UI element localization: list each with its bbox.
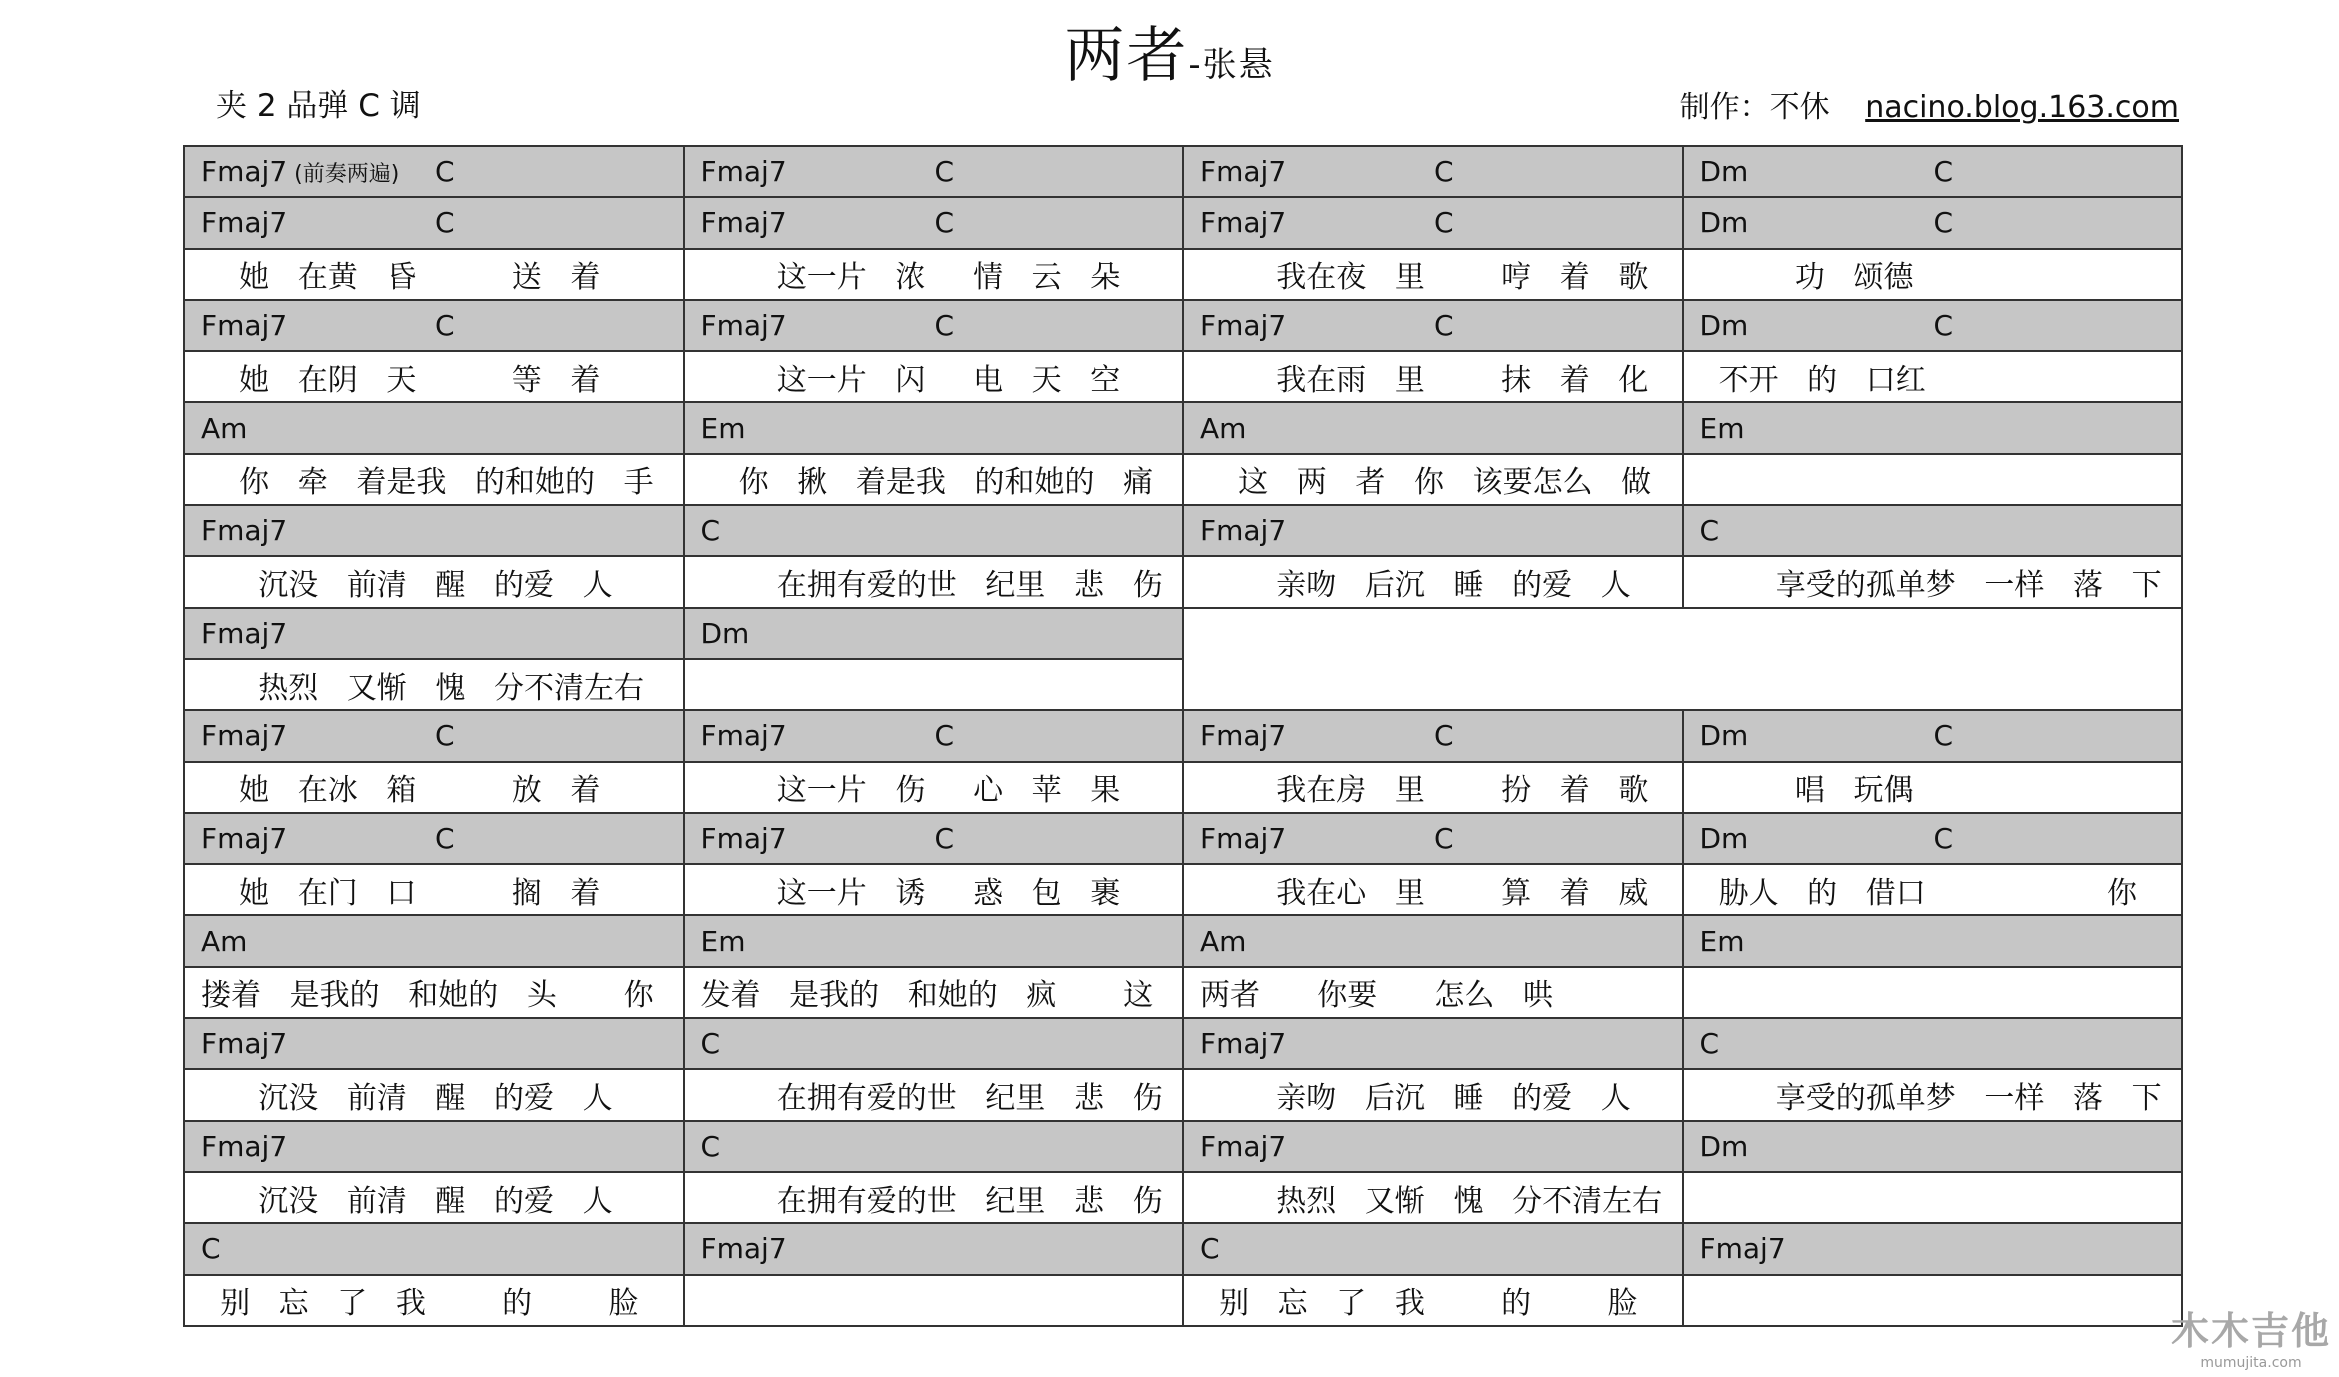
lyric-text: 搂着 是我的 和她的 头 你 bbox=[201, 978, 654, 1014]
lyric-cell bbox=[685, 455, 1185, 506]
credit-label: 制作：不休 bbox=[1679, 90, 1830, 125]
lyric-text: 这一片 浓 情 云 朵 bbox=[700, 260, 1121, 296]
chord-line bbox=[685, 719, 1183, 752]
empty-lyric-cell bbox=[1684, 1276, 2184, 1327]
chord-cell bbox=[1184, 711, 1684, 762]
lyric-cell bbox=[1684, 1070, 2184, 1121]
chord-name-second: C bbox=[435, 155, 455, 189]
chord-line bbox=[1184, 514, 1286, 547]
chord-note: (前奏两遍) bbox=[287, 162, 400, 188]
chord-row bbox=[185, 147, 2183, 198]
lyric-text: 你 牵 着是我 的和她的 手 bbox=[201, 465, 654, 501]
chord-name-second: C bbox=[435, 206, 455, 240]
lyric-text: 别 忘 了 我 的 脸 bbox=[1200, 1286, 1638, 1322]
chord-line bbox=[1184, 719, 1682, 752]
lyric-text: 我在房 里 扮 着 歌 bbox=[1200, 773, 1649, 809]
empty-merged-cell bbox=[1184, 609, 2183, 660]
chord-line bbox=[185, 155, 683, 188]
lyric-cell bbox=[685, 763, 1185, 814]
lyric-cell bbox=[1684, 865, 2184, 916]
chord-cell bbox=[1184, 1224, 1684, 1275]
chord-line bbox=[1684, 1130, 1749, 1163]
chord-name: Dm bbox=[1699, 719, 1749, 753]
chord-cell bbox=[685, 403, 1185, 454]
chord-name: Fmaj7 bbox=[1200, 309, 1287, 343]
chord-name: Am bbox=[201, 411, 248, 445]
chord-name: Fmaj7 bbox=[201, 514, 288, 548]
chord-line bbox=[685, 617, 750, 650]
chord-name-second: C bbox=[934, 309, 955, 343]
chord-name: Fmaj7 bbox=[700, 206, 787, 240]
chord-name-second: C bbox=[1933, 309, 1954, 343]
chord-name: Fmaj7 bbox=[201, 155, 288, 189]
chord-name: C bbox=[1699, 1027, 1720, 1061]
chord-name: Dm bbox=[1699, 822, 1749, 855]
chord-name: Fmaj7 bbox=[1200, 155, 1287, 189]
chord-cell bbox=[1684, 1224, 2184, 1275]
chord-name: Fmaj7 bbox=[1699, 1232, 1786, 1266]
chord-cell bbox=[1184, 506, 1684, 557]
chord-line bbox=[685, 309, 1183, 342]
chord-name: Am bbox=[201, 924, 248, 958]
lyric-cell bbox=[185, 250, 685, 301]
chord-cell bbox=[1184, 198, 1684, 249]
chord-row bbox=[185, 1224, 2183, 1275]
lyric-text: 你 揪 着是我 的和她的 痛 bbox=[700, 465, 1154, 501]
chord-line bbox=[1684, 719, 2182, 752]
chord-name: Dm bbox=[1699, 155, 1749, 189]
chord-line bbox=[185, 719, 683, 752]
chord-name-second: C bbox=[1434, 309, 1454, 343]
chord-line bbox=[1684, 925, 1745, 958]
chord-name: Am bbox=[1200, 924, 1247, 958]
chord-name: Fmaj7 bbox=[700, 822, 787, 855]
chord-cell bbox=[1684, 301, 2184, 352]
chord-cell bbox=[1684, 1019, 2184, 1070]
lyric-cell bbox=[185, 1070, 685, 1121]
chord-line bbox=[1684, 309, 2182, 342]
chord-cell bbox=[185, 198, 685, 249]
chord-cell bbox=[1184, 403, 1684, 454]
lyric-row bbox=[185, 1276, 2183, 1327]
chord-cell bbox=[685, 609, 1185, 660]
chord-line bbox=[1184, 1232, 1220, 1265]
chord-name: Fmaj7 bbox=[700, 1232, 787, 1266]
chord-line bbox=[1184, 1027, 1286, 1060]
chord-line bbox=[685, 1232, 787, 1265]
empty-lyric-cell bbox=[1684, 455, 2184, 506]
chord-cell bbox=[1684, 506, 2184, 557]
lyric-cell bbox=[685, 968, 1185, 1019]
chord-line bbox=[185, 206, 683, 239]
chord-line bbox=[185, 309, 683, 342]
chord-cell bbox=[1184, 916, 1684, 967]
watermark-logo bbox=[2171, 1300, 2331, 1371]
chord-cell bbox=[185, 711, 685, 762]
chord-row bbox=[185, 198, 2183, 249]
chord-cell bbox=[1184, 1122, 1684, 1173]
chord-line bbox=[1184, 925, 1246, 958]
chord-line bbox=[685, 822, 1183, 855]
chord-cell bbox=[185, 301, 685, 352]
chord-name: Fmaj7 bbox=[201, 719, 288, 753]
lyric-cell bbox=[1184, 1173, 1684, 1224]
lyric-text: 这 两 者 你 该要怎么 做 bbox=[1200, 465, 1652, 501]
chord-name: Fmaj7 bbox=[201, 616, 288, 650]
lyric-text: 沉没 前清 醒 的爱 人 bbox=[201, 1080, 613, 1116]
chord-name-second: C bbox=[1434, 822, 1454, 855]
chord-cell bbox=[685, 1122, 1185, 1173]
empty-lyric-cell bbox=[1684, 968, 2184, 1019]
chord-cell bbox=[185, 609, 685, 660]
lyric-text: 在拥有爱的世 纪里 悲 伤 bbox=[700, 1080, 1163, 1116]
chord-cell bbox=[685, 1019, 1185, 1070]
chord-line bbox=[1184, 822, 1682, 855]
chord-name-second: C bbox=[1434, 155, 1454, 189]
chord-row bbox=[185, 301, 2183, 352]
lyric-row bbox=[185, 1070, 2183, 1121]
chord-cell bbox=[685, 147, 1185, 198]
chord-name: Fmaj7 bbox=[700, 155, 787, 189]
chord-cell bbox=[685, 1224, 1185, 1275]
lyric-cell bbox=[185, 968, 685, 1019]
lyric-cell bbox=[1684, 763, 2184, 814]
chord-row bbox=[185, 1019, 2183, 1070]
chord-line bbox=[185, 822, 683, 855]
lyric-text: 胁人 的 借口 你 bbox=[1699, 875, 2137, 911]
chord-line bbox=[185, 925, 247, 958]
empty-lyric-cell bbox=[685, 1276, 1185, 1327]
chord-name: C bbox=[700, 1027, 721, 1061]
chord-cell bbox=[1184, 301, 1684, 352]
lyric-text: 我在雨 里 抹 着 化 bbox=[1200, 362, 1649, 398]
lyric-cell bbox=[685, 557, 1185, 608]
chord-cell bbox=[685, 198, 1185, 249]
lyric-text: 享受的孤单梦 一样 落 下 bbox=[1699, 568, 2162, 604]
empty-lyric-cell bbox=[1684, 1173, 2184, 1224]
lyric-text: 在拥有爱的世 纪里 悲 伤 bbox=[700, 568, 1163, 604]
chord-name: C bbox=[1699, 514, 1720, 548]
chord-name: C bbox=[1200, 1232, 1220, 1266]
lyric-text: 我在心 里 算 着 威 bbox=[1200, 875, 1649, 911]
lyric-text: 这一片 诱 惑 包 裹 bbox=[700, 875, 1121, 911]
chord-cell bbox=[1184, 814, 1684, 865]
chord-cell bbox=[1184, 1019, 1684, 1070]
chord-line bbox=[1184, 412, 1246, 445]
lyric-text: 她 在门 口 搁 着 bbox=[201, 875, 601, 911]
lyric-cell bbox=[185, 352, 685, 403]
chord-name: Em bbox=[700, 411, 746, 445]
lyric-text: 热烈 又惭 愧 分不清左右 bbox=[201, 670, 645, 706]
chord-cell bbox=[685, 711, 1185, 762]
lyric-cell bbox=[685, 865, 1185, 916]
lyric-cell bbox=[185, 455, 685, 506]
chord-name: Fmaj7 bbox=[1200, 514, 1287, 548]
chord-cell bbox=[185, 403, 685, 454]
lyric-cell bbox=[1184, 352, 1684, 403]
lyric-cell bbox=[685, 352, 1185, 403]
chord-line bbox=[685, 1130, 721, 1163]
chord-name-second: C bbox=[934, 822, 955, 855]
chord-name: Fmaj7 bbox=[201, 822, 288, 855]
lyric-text: 亲吻 后沉 睡 的爱 人 bbox=[1200, 1080, 1631, 1116]
lyric-cell bbox=[185, 557, 685, 608]
chord-line bbox=[685, 1027, 721, 1060]
chord-name-second: C bbox=[1434, 206, 1454, 240]
lyric-text: 享受的孤单梦 一样 落 下 bbox=[1699, 1080, 2162, 1116]
lyric-text: 两者 你要 怎么 哄 bbox=[1200, 978, 1554, 1014]
chord-name: Fmaj7 bbox=[201, 206, 288, 240]
lyric-cell bbox=[185, 763, 685, 814]
chord-cell bbox=[185, 916, 685, 967]
chord-cell bbox=[185, 1122, 685, 1173]
chord-line bbox=[685, 925, 746, 958]
lyric-cell bbox=[1184, 250, 1684, 301]
chord-name: Fmaj7 bbox=[1200, 1027, 1287, 1061]
lyric-row bbox=[185, 250, 2183, 301]
chord-line bbox=[1684, 155, 2182, 188]
chord-line bbox=[1684, 822, 2182, 855]
lyric-text: 发着 是我的 和她的 疯 这 bbox=[700, 978, 1154, 1014]
lyric-cell bbox=[1684, 250, 2184, 301]
lyric-row bbox=[185, 557, 2183, 608]
chord-row bbox=[185, 1122, 2183, 1173]
lyric-cell bbox=[1684, 557, 2184, 608]
chord-name: Fmaj7 bbox=[1200, 822, 1287, 855]
credit-site-link[interactable]: nacino.blog.163.com bbox=[1865, 90, 2179, 125]
chord-name: C bbox=[201, 1232, 221, 1266]
lyric-text: 在拥有爱的世 纪里 悲 伤 bbox=[700, 1183, 1163, 1219]
chord-name: Fmaj7 bbox=[700, 719, 787, 753]
lyric-text: 这一片 闪 电 天 空 bbox=[700, 362, 1121, 398]
chord-cell bbox=[185, 147, 685, 198]
chord-line bbox=[1684, 1232, 1786, 1265]
chord-name-second: C bbox=[435, 719, 455, 753]
chord-name-second: C bbox=[1933, 719, 1954, 753]
chord-line bbox=[1684, 206, 2182, 239]
lyric-text: 她 在黄 昏 送 着 bbox=[201, 260, 601, 296]
chord-row bbox=[185, 711, 2183, 762]
lyric-text: 她 在冰 箱 放 着 bbox=[201, 773, 601, 809]
chord-name-second: C bbox=[1933, 155, 1954, 189]
lyric-text: 她 在阴 天 等 着 bbox=[201, 362, 601, 398]
lyric-text: 沉没 前清 醒 的爱 人 bbox=[201, 1183, 613, 1219]
chord-name-second: C bbox=[1933, 206, 1954, 240]
chord-cell bbox=[1684, 916, 2184, 967]
lyric-text: 不开 的 口红 bbox=[1699, 362, 1926, 398]
chord-name: Em bbox=[1699, 924, 1745, 958]
chord-name-second: C bbox=[1933, 822, 1954, 855]
song-title: 两者-张悬 bbox=[1064, 21, 1275, 91]
chord-cell bbox=[685, 916, 1185, 967]
chord-cell bbox=[685, 301, 1185, 352]
lyric-cell bbox=[1184, 763, 1684, 814]
lyric-cell bbox=[1184, 865, 1684, 916]
chord-line bbox=[1184, 155, 1682, 188]
lyric-cell bbox=[185, 1276, 685, 1327]
lyric-text: 这一片 伤 心 苹 果 bbox=[700, 773, 1121, 809]
chord-name: C bbox=[700, 1129, 721, 1163]
artist-name: -张悬 bbox=[1188, 45, 1275, 85]
chord-cell bbox=[1684, 711, 2184, 762]
chord-cell bbox=[185, 814, 685, 865]
chord-name: Em bbox=[1699, 411, 1745, 445]
chord-line bbox=[685, 412, 746, 445]
chord-cell bbox=[1684, 147, 2184, 198]
watermark-site: mumujita.com bbox=[2200, 1355, 2302, 1371]
chord-name-second: C bbox=[934, 155, 955, 189]
lyric-text: 唱 玩偶 bbox=[1699, 773, 1914, 809]
chord-line bbox=[685, 514, 721, 547]
lyric-row bbox=[185, 455, 2183, 506]
lyric-cell bbox=[685, 1173, 1185, 1224]
chord-name: Fmaj7 bbox=[1200, 1129, 1287, 1163]
capo-info: 夹 2 品弹 C 调 bbox=[216, 88, 421, 124]
lyric-cell bbox=[685, 1070, 1185, 1121]
chord-cell bbox=[185, 506, 685, 557]
chord-sheet-table bbox=[183, 145, 2183, 1327]
chord-row bbox=[185, 916, 2183, 967]
lyric-row bbox=[185, 1173, 2183, 1224]
lyric-row bbox=[185, 865, 2183, 916]
lyric-cell bbox=[1184, 968, 1684, 1019]
empty-merged-cell bbox=[1184, 660, 2183, 711]
chord-name: Am bbox=[1200, 411, 1247, 445]
chord-name: Fmaj7 bbox=[1200, 206, 1287, 240]
chord-cell bbox=[685, 506, 1185, 557]
chord-name: Dm bbox=[1699, 206, 1749, 240]
lyric-row bbox=[185, 352, 2183, 403]
chord-line bbox=[1184, 206, 1682, 239]
chord-name: Fmaj7 bbox=[700, 309, 787, 343]
lyric-cell bbox=[185, 865, 685, 916]
chord-line bbox=[185, 617, 287, 650]
lyric-cell bbox=[185, 1173, 685, 1224]
chord-cell bbox=[1684, 198, 2184, 249]
chord-cell bbox=[1684, 814, 2184, 865]
chord-line bbox=[685, 206, 1183, 239]
chord-row bbox=[185, 403, 2183, 454]
lyric-cell bbox=[1184, 1276, 1684, 1327]
chord-line bbox=[1684, 412, 1745, 445]
chord-name: Fmaj7 bbox=[201, 1129, 288, 1163]
chord-cell bbox=[185, 1224, 685, 1275]
lyric-cell bbox=[1184, 557, 1684, 608]
chord-name-second: C bbox=[435, 309, 455, 343]
chord-name: Fmaj7 bbox=[201, 309, 288, 343]
chord-line bbox=[185, 412, 247, 445]
chord-line bbox=[1684, 514, 1720, 547]
chord-name-second: C bbox=[435, 822, 455, 855]
watermark-name: 木木吉他 bbox=[2170, 1309, 2331, 1353]
chord-name-second: C bbox=[934, 719, 955, 753]
chord-cell bbox=[685, 814, 1185, 865]
lyric-text: 亲吻 后沉 睡 的爱 人 bbox=[1200, 568, 1631, 604]
chord-line bbox=[185, 514, 287, 547]
chord-cell bbox=[185, 1019, 685, 1070]
chord-cell bbox=[1184, 147, 1684, 198]
lyric-row bbox=[185, 660, 2183, 711]
lyric-text: 沉没 前清 醒 的爱 人 bbox=[201, 568, 613, 604]
lyric-row bbox=[185, 968, 2183, 1019]
chord-row bbox=[185, 814, 2183, 865]
empty-lyric-cell bbox=[685, 660, 1185, 711]
chord-line bbox=[1184, 309, 1682, 342]
lyric-row bbox=[185, 763, 2183, 814]
chord-name: Dm bbox=[1699, 309, 1749, 343]
chord-name-second: C bbox=[934, 206, 955, 240]
chord-name-second: C bbox=[1434, 719, 1454, 753]
lyric-cell bbox=[1184, 455, 1684, 506]
lyric-cell bbox=[1184, 1070, 1684, 1121]
chord-cell bbox=[1684, 403, 2184, 454]
chord-name: Dm bbox=[700, 616, 750, 650]
chord-name: Dm bbox=[1699, 1129, 1749, 1163]
chord-cell bbox=[1684, 1122, 2184, 1173]
lyric-text: 功 颂德 bbox=[1699, 260, 1914, 296]
credit-info bbox=[1680, 82, 2179, 126]
lyric-cell bbox=[1684, 352, 2184, 403]
chord-name: Fmaj7 bbox=[1200, 719, 1287, 753]
chord-row bbox=[185, 506, 2183, 557]
chord-name: Fmaj7 bbox=[201, 1027, 288, 1061]
chord-line bbox=[685, 155, 1183, 188]
chord-line bbox=[1684, 1027, 1720, 1060]
chord-line bbox=[185, 1232, 221, 1265]
lyric-text: 别 忘 了 我 的 脸 bbox=[201, 1286, 639, 1322]
lyric-text: 热烈 又惭 愧 分不清左右 bbox=[1200, 1183, 1663, 1219]
lyric-cell bbox=[185, 660, 685, 711]
chord-row bbox=[185, 609, 2183, 660]
lyric-text: 我在夜 里 哼 着 歌 bbox=[1200, 260, 1649, 296]
chord-line bbox=[1184, 1130, 1286, 1163]
chord-name: C bbox=[700, 514, 721, 548]
chord-line bbox=[185, 1027, 287, 1060]
chord-name: Em bbox=[700, 924, 746, 958]
lyric-cell bbox=[685, 250, 1185, 301]
chord-line bbox=[185, 1130, 287, 1163]
